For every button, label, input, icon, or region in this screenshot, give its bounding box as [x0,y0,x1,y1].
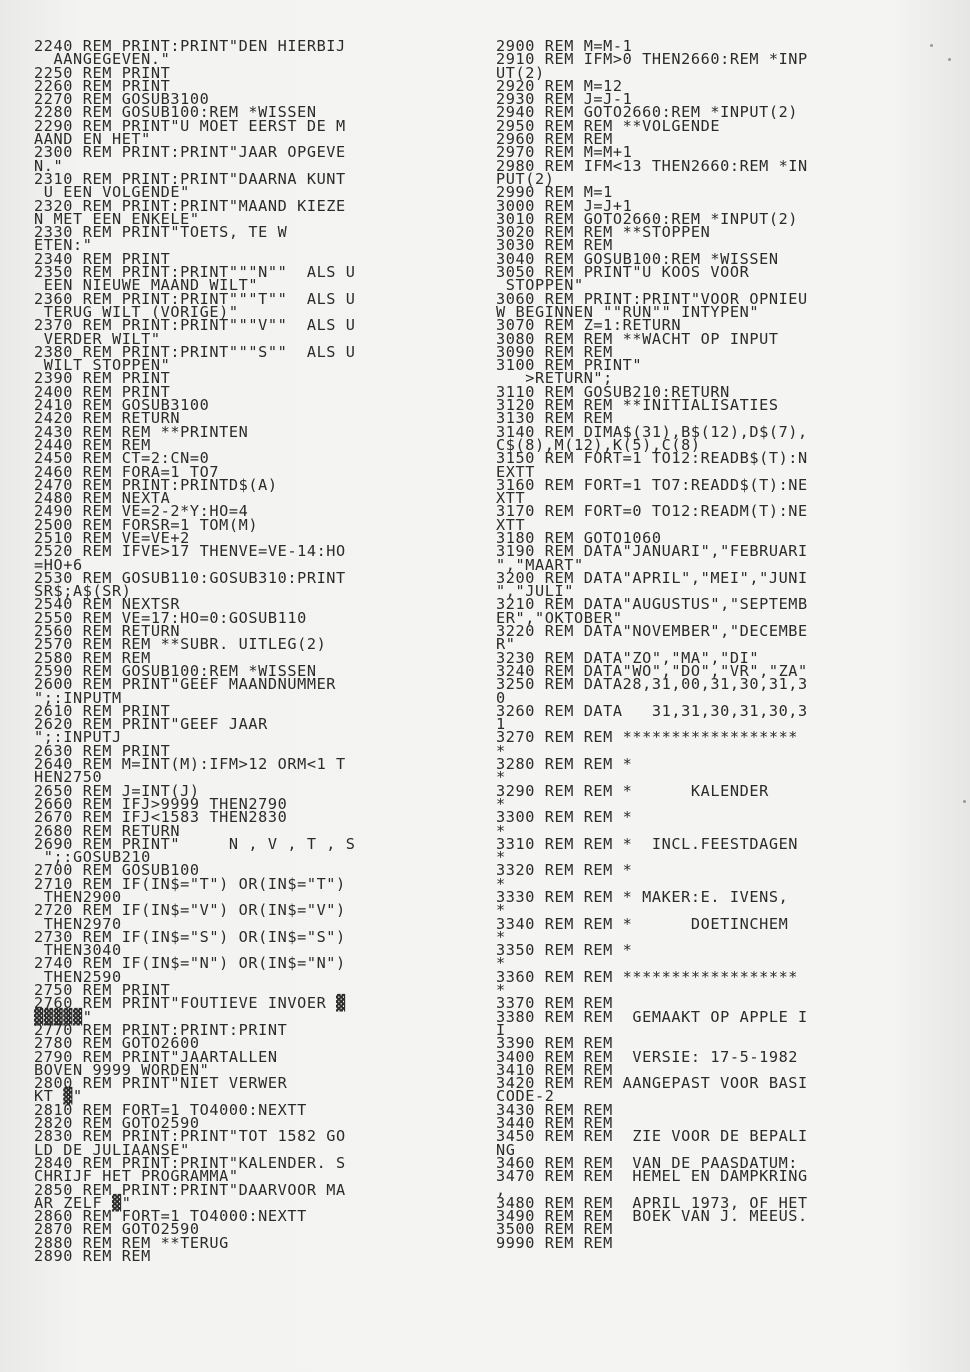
code-line: 3320 REM REM * [496,861,633,880]
code-line: 3130 REM REM [496,409,613,428]
code-line: 2300 REM PRINT:PRINT"JAAR OPGEVE [34,143,346,162]
code-line: * [496,927,506,946]
code-line: BOVEN 9999 WORDEN" [34,1060,210,1079]
code-line: 2260 REM PRINT [34,76,171,95]
code-line: KT ▓" [34,1087,83,1106]
code-line: 2650 REM J=INT(J) [34,781,200,800]
code-line: 2960 REM REM [496,130,613,149]
code-line: 3140 REM DIMA$(31),B$(12),D$(7), [496,422,808,441]
code-line: NG [496,1140,516,1159]
code-line: CHRIJF HET PROGRAMMA" [34,1167,239,1186]
code-line: 2870 REM GOTO2590 [34,1220,200,1239]
code-line: 2480 REM NEXTA [34,489,171,508]
code-line: 2590 REM GOSUB100:REM *WISSEN [34,661,317,680]
code-line: =HO+6 [34,555,83,574]
code-line: 3470 REM REM HEMEL EN DAMPKRING [496,1167,808,1186]
code-line: 3000 REM J=J+1 [496,196,633,215]
code-line: 3490 REM REM BOEK VAN J. MEEUS. [496,1207,808,1226]
code-line: 9990 REM REM [496,1233,613,1252]
code-line: 2440 REM REM [34,435,151,454]
code-line: * [496,848,506,867]
code-line: 2620 REM PRINT"GEEF JAAR [34,715,268,734]
code-line: C$(8),M(12),K(5),C(8) [496,435,701,454]
code-line: 2990 REM M=1 [496,183,613,202]
code-line: 3410 REM REM [496,1060,613,1079]
code-line: 2270 REM GOSUB3100 [34,90,210,109]
code-line: THEN2590 [34,967,122,986]
code-line: 2920 REM M=12 [496,76,623,95]
code-line: 3310 REM REM * INCL.FEESTDAGEN [496,834,799,853]
code-line: 2660 REM IFJ>9999 THEN2790 [34,794,288,813]
code-line: 2940 REM GOTO2660:REM *INPUT(2) [496,103,799,122]
code-line: 2780 REM GOTO2600 [34,1034,200,1053]
code-line: U EEN VOLGENDE" [34,183,190,202]
code-line: * [496,954,506,973]
code-line: 2850 REM PRINT:PRINT"DAARVOOR MA [34,1180,346,1199]
code-line: R" [496,635,516,654]
code-line: 2710 REM IF(IN$="T") OR(IN$="T") [34,874,346,893]
code-line: 2520 REM IFVE>17 THENVE=VE-14:HO [34,542,346,561]
code-line: 3370 REM REM [496,994,613,1013]
code-line: LD DE JULIAANSE" [34,1140,190,1159]
code-line: 2490 REM VE=2-2*Y:HO=4 [34,502,249,521]
code-line: 2860 REM FORT=1 TO4000:NEXTT [34,1207,307,1226]
code-line: 3400 REM REM VERSIE: 17-5-1982 [496,1047,799,1066]
code-line: W BEGINNEN ""RUN"" INTYPEN" [496,302,760,321]
code-line: 3480 REM REM APRIL 1973, OF HET [496,1193,808,1212]
code-line: ";:GOSUB210 [34,848,151,867]
code-line: 3070 REM Z=1:RETURN [496,316,682,335]
code-line: 3080 REM REM **WACHT OP INPUT [496,329,779,348]
code-line: CODE-2 [496,1087,555,1106]
code-line: 3220 REM DATA"NOVEMBER","DECEMBE [496,622,808,641]
code-line: 2460 REM FORA=1 TO7 [34,462,220,481]
code-line: 3420 REM REM AANGEPAST VOOR BASI [496,1074,808,1093]
code-line: 2350 REM PRINT:PRINT"""N"" ALS U [34,263,356,282]
code-line: 3090 REM REM [496,342,613,361]
code-line: AR ZELF ▓" [34,1193,132,1212]
code-line: 3340 REM REM * DOETINCHEM [496,914,789,933]
code-line: 2740 REM IF(IN$="N") OR(IN$="N") [34,954,346,973]
right-code-column [496,37,936,1252]
code-line: * [496,874,506,893]
code-line: STOPPEN" [496,276,584,295]
code-line: ETEN:" [34,236,93,255]
code-line: 3440 REM REM [496,1114,613,1133]
code-line: 2560 REM RETURN [34,622,181,641]
code-line: 3330 REM REM * MAKER:E. IVENS, [496,888,789,906]
code-line: 3350 REM REM * [496,941,633,960]
code-line: 2250 REM PRINT [34,63,171,82]
code-line: 2630 REM PRINT [34,741,171,760]
code-line: 2420 REM RETURN [34,409,181,428]
code-line: 2370 REM PRINT:PRINT"""V"" ALS U [34,316,356,335]
code-line: AAND EN HET" [34,130,151,149]
code-line: 3230 REM DATA"ZO","MA","DI" [496,648,760,667]
code-line: * [496,741,506,760]
code-line: 3290 REM REM * KALENDER [496,781,769,800]
code-line: SR$;A$(SR) [34,582,132,601]
code-line: 2410 REM GOSUB3100 [34,396,210,415]
code-line: VERDER WILT" [34,329,161,348]
code-line: 2980 REM IFM<13 THEN2660:REM *IN [496,156,808,175]
code-line: ▓▓▓▓▓" [34,1007,93,1026]
code-line: 3160 REM FORT=1 TO7:READD$(T):NE [496,475,808,494]
code-line: * [496,901,506,920]
code-line: 2750 REM PRINT [34,981,171,1000]
code-line: 2930 REM J=J-1 [496,90,633,109]
code-line: WILT STOPPEN" [34,356,171,375]
code-line: 2310 REM PRINT:PRINT"DAARNA KUNT [34,169,346,188]
code-line: 2730 REM IF(IN$="S") OR(IN$="S") [34,927,346,946]
code-line: 2600 REM PRINT"GEEF MAANDNUMMER [34,675,337,694]
code-line: 2910 REM IFM>0 THEN2660:REM *INP [496,50,808,69]
code-line: 2550 REM VE=17:HO=0:GOSUB110 [34,608,307,627]
code-line: UT(2) [496,63,545,82]
code-line: EXTT [496,462,535,481]
code-line: TERUG WILT (VORIGE)" [34,302,239,321]
code-line: 2500 REM FORSR=1 TOM(M) [34,515,259,534]
code-line: 2950 REM REM **VOLGENDE [496,116,721,135]
code-line: 2800 REM PRINT"NIET VERWER [34,1074,288,1093]
code-line: 2570 REM REM **SUBR. UITLEG(2) [34,635,327,654]
code-line: 3060 REM PRINT:PRINT"VOOR OPNIEU [496,289,808,308]
code-line: AANGEGEVEN." [34,50,171,69]
code-line: 2340 REM PRINT [34,249,171,268]
code-line: 2380 REM PRINT:PRINT"""S"" ALS U [34,342,356,361]
code-line: 3300 REM REM * [496,808,633,827]
code-line: N MET EEN ENKELE" [34,209,200,228]
code-line: 3170 REM FORT=0 TO12:READM(T):NE [496,502,808,521]
code-line: * [496,981,506,1000]
code-line: EEN NIEUWE MAAND WILT" [34,276,259,295]
code-line: 3500 REM REM [496,1220,613,1239]
code-line: THEN2900 [34,888,122,906]
code-line: N." [34,156,64,175]
code-line: 3270 REM REM ****************** [496,728,799,747]
code-line: 3180 REM GOTO1060 [496,528,662,547]
scan-speck [948,58,951,61]
code-line: 2540 REM NEXTSR [34,595,181,614]
code-line: ","JULI" [496,582,574,601]
code-line: 2760 REM PRINT"FOUTIEVE INVOER ▓ [34,994,346,1013]
code-line: >RETURN"; [496,369,613,388]
code-line: 1 [496,715,506,734]
code-line: 0 [496,688,506,707]
code-line: XTT [496,489,526,508]
code-line: I [496,1020,506,1039]
code-line: 3010 REM GOTO2660:REM *INPUT(2) [496,209,799,228]
code-line: 2290 REM PRINT"U MOET EERST DE M [34,116,346,135]
code-line: , [496,1180,506,1199]
code-line: THEN3040 [34,941,122,960]
code-line: 2900 REM M=M-1 [496,37,633,55]
code-line: 3250 REM DATA28,31,00,31,30,31,3 [496,675,808,694]
code-line: 2830 REM PRINT:PRINT"TOT 1582 GO [34,1127,346,1146]
code-line: 2880 REM REM **TERUG [34,1233,229,1252]
left-code-column [34,37,474,1266]
code-line: 3150 REM FORT=1 TO12:READB$(T):N [496,449,808,468]
code-line: 3190 REM DATA"JANUARI","FEBRUARI [496,542,808,561]
code-line: 2820 REM GOTO2590 [34,1114,200,1133]
code-line: 2530 REM GOSUB110:GOSUB310:PRINT [34,568,346,587]
code-line: 2470 REM PRINT:PRINTD$(A) [34,475,278,494]
code-line: 3240 REM DATA"WO","DO","VR","ZA" [496,661,808,680]
code-line: 2810 REM FORT=1 TO4000:NEXTT [34,1100,307,1119]
code-line: 3110 REM GOSUB210:RETURN [496,382,730,401]
code-line: 3200 REM DATA"APRIL","MEI","JUNI [496,568,808,587]
code-line: 3040 REM GOSUB100:REM *WISSEN [496,249,779,268]
code-line: 3050 REM PRINT"U KOOS VOOR [496,263,750,282]
code-line: * [496,794,506,813]
code-line: 2240 REM PRINT:PRINT"DEN HIERBIJ [34,37,346,55]
code-line: 3030 REM REM [496,236,613,255]
code-line: 2770 REM PRINT:PRINT:PRINT [34,1020,288,1039]
code-line: HEN2750 [34,768,103,787]
code-line: 3120 REM REM **INITIALISATIES [496,396,779,415]
code-line: 3430 REM REM [496,1100,613,1119]
code-line: 3360 REM REM ****************** [496,967,799,986]
code-line: 2700 REM GOSUB100 [34,861,200,880]
code-line: * [496,768,506,787]
code-line: 3020 REM REM **STOPPEN [496,223,711,242]
code-line: 3450 REM REM ZIE VOOR DE BEPALI [496,1127,808,1146]
code-line: 2360 REM PRINT:PRINT"""T"" ALS U [34,289,356,308]
code-line: 2970 REM M=M+1 [496,143,633,162]
code-line: 3280 REM REM * [496,755,633,774]
code-line: 2580 REM REM [34,648,151,667]
code-line: 3100 REM PRINT" [496,356,643,375]
code-line: PUT(2) [496,169,555,188]
code-line: 2890 REM REM [34,1247,151,1266]
code-line: 3380 REM REM GEMAAKT OP APPLE I [496,1007,808,1026]
code-line: THEN2970 [34,914,122,933]
code-line: 2690 REM PRINT" N , V , T , S [34,834,356,853]
code-line: 3260 REM DATA 31,31,30,31,30,3 [496,701,808,720]
code-line: 2840 REM PRINT:PRINT"KALENDER. S [34,1153,346,1172]
code-line: 2790 REM PRINT"JAARTALLEN [34,1047,278,1066]
code-line: 2390 REM PRINT [34,369,171,388]
code-line: 2510 REM VE=VE+2 [34,528,190,547]
code-line: 2720 REM IF(IN$="V") OR(IN$="V") [34,901,346,920]
code-line: 3460 REM REM VAN DE PAASDATUM: [496,1153,799,1172]
code-line: ","MAART" [496,555,584,574]
code-line: * [496,821,506,840]
code-line: 2450 REM CT=2:CN=0 [34,449,210,468]
code-line: 2430 REM REM **PRINTEN [34,422,249,441]
code-line: ";:INPUTM [34,688,122,707]
code-line: 2680 REM RETURN [34,821,181,840]
code-line: XTT [496,515,526,534]
code-line: 2640 REM M=INT(M):IFM>12 ORM<1 T [34,755,346,774]
code-line: ";:INPUTJ [34,728,122,747]
code-line: 2280 REM GOSUB100:REM *WISSEN [34,103,317,122]
code-line: 2670 REM IFJ<1583 THEN2830 [34,808,288,827]
code-line: ER","OKTOBER" [496,608,623,627]
scan-speck [963,800,966,803]
code-line: 2610 REM PRINT [34,701,171,720]
code-line: 2400 REM PRINT [34,382,171,401]
code-line: 2330 REM PRINT"TOETS, TE W [34,223,288,242]
code-line: 3390 REM REM [496,1034,613,1053]
code-line: 3210 REM DATA"AUGUSTUS","SEPTEMB [496,595,808,614]
code-line: 2320 REM PRINT:PRINT"MAAND KIEZE [34,196,346,215]
